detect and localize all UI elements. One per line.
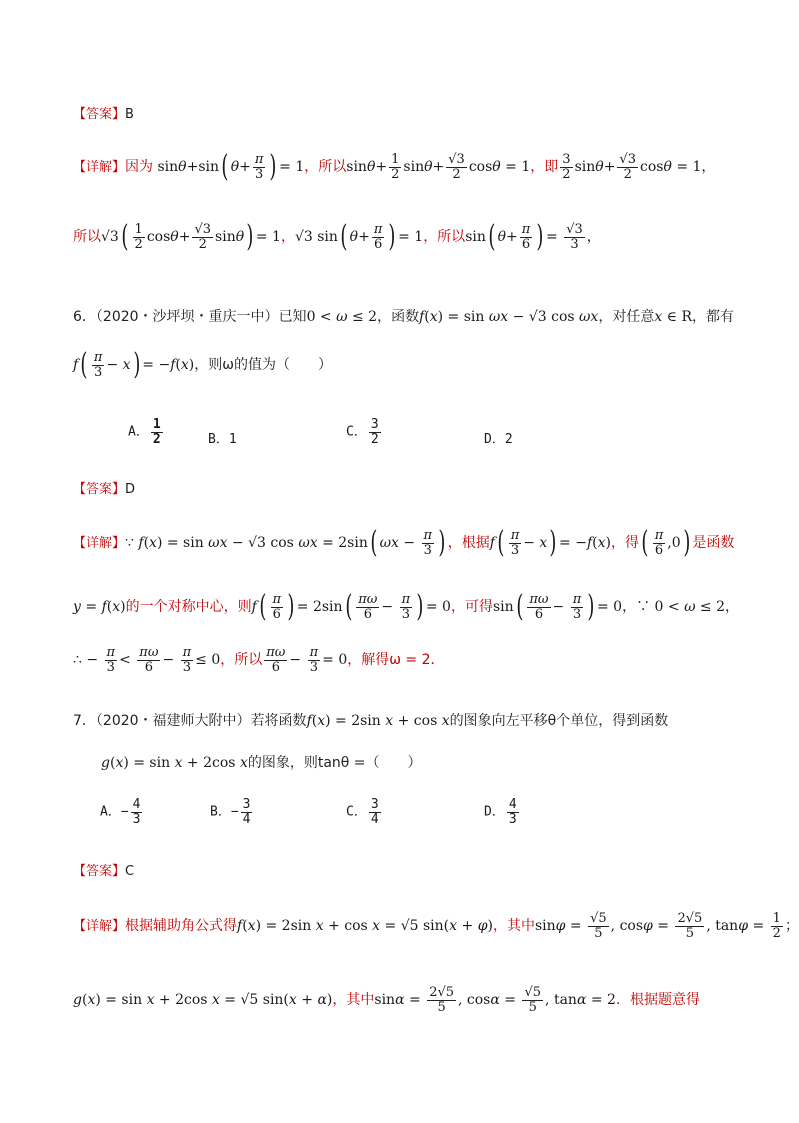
formula: f(x) = 2sin x + cos x = √5 sin(x + φ): [237, 918, 493, 935]
formula: ∴ − $\frac{\pi}{3}$ < $\frac{\pi\omega}{6}$ − $\frac{\pi}{3}$ ≤ 0: [73, 645, 221, 675]
q6-detail-line1: [73, 525, 735, 560]
formula: √3( $\frac{1}{2}$ cosθ+ $\frac{√3}{2}$ sinθ) = 1: [101, 219, 281, 254]
formula: g(x) = sin x + 2cos x = √5 sin(x + α): [73, 992, 333, 1009]
question-text: 的图象向左平移θ个单位，得到函数: [449, 713, 669, 729]
option-denominator: 4: [242, 811, 251, 827]
question-text: 的图象，则tanθ =（ ）: [247, 755, 422, 771]
option-sign: −: [120, 804, 129, 820]
formula: sinθ+ $\frac{1}{2}$ sinθ+ $\frac{√3}{2}$ cosθ = 1: [346, 151, 531, 182]
option-value: 2: [504, 432, 513, 447]
formula: ( $\frac{\pi}{6}$ ,0): [641, 525, 690, 560]
question-number: 7．: [73, 713, 96, 729]
detail-text: ，根据: [447, 535, 490, 551]
q6-detail-line3: [73, 646, 445, 674]
option-numerator: 4: [132, 797, 141, 812]
formula: x ∈ R: [654, 309, 693, 325]
detail-text: ，所以: [220, 652, 263, 669]
formula: sin( $\frac{\pi\omega}{6}$ − $\frac{\pi}{3}$ ) = 0，∵ 0 < ω ≤ 2，: [492, 589, 740, 624]
formula: sinφ = $\frac{√5}{5}$ , cosφ = $\frac{2√5}{5}$ , tanφ = $\frac{1}{2}$ ；: [534, 911, 799, 941]
formula: $\frac{\pi\omega}{6}$ − $\frac{\pi}{3}$ = 0: [266, 645, 348, 675]
q6-option-d[interactable]: [484, 428, 513, 447]
option-denominator: 2: [152, 431, 161, 447]
option-letter: A．: [128, 424, 149, 440]
detail-text: 所以: [73, 229, 101, 245]
formula: sin( θ+ $\frac{\pi}{6}$ ) = $\frac{√3}{3}$ ，: [465, 219, 601, 254]
formula: sinθ+sin( θ+ $\frac{\pi}{3}$ ) = 1: [157, 149, 305, 184]
detail-text: ，: [280, 229, 295, 245]
detail-text: ，所以: [304, 159, 347, 175]
option-letter: C．: [346, 804, 367, 820]
option-numerator: 3: [242, 797, 251, 812]
answer-value: C: [125, 864, 135, 879]
formula: g(x) = sin x + 2cos x: [101, 755, 248, 771]
formula: √3 sin( θ+ $\frac{\pi}{6}$ ) = 1: [294, 219, 424, 254]
detail-text: 是函数: [692, 535, 735, 551]
q7-option-a[interactable]: [100, 798, 144, 826]
answer-label: 【答案】: [73, 482, 126, 497]
formula: y = f(x): [73, 599, 126, 615]
question-text: ，都有: [692, 309, 735, 325]
option-denominator: 2: [370, 431, 379, 447]
q7-option-d[interactable]: [484, 798, 521, 826]
question-source: （2020・福建师大附中）: [95, 713, 251, 729]
q6-detail-line2: [73, 589, 740, 624]
detail-text: ，所以: [423, 229, 466, 245]
question-text: ，则ω的值为（ ）: [194, 357, 332, 373]
question-text: 已知: [278, 309, 307, 325]
detail-text: ，可得: [450, 599, 493, 615]
q6-option-c[interactable]: [346, 418, 383, 446]
option-numerator: 3: [370, 797, 379, 812]
question-text: 若将函数: [250, 713, 307, 729]
q7-option-c[interactable]: [346, 798, 383, 826]
option-denominator: 3: [132, 811, 141, 827]
formula: f(x) = 2sin x + cos x: [306, 713, 450, 729]
detail-text: ，得: [611, 535, 639, 551]
detail-text: ，解得ω = 2．: [347, 652, 445, 669]
question-text: ，对任意: [598, 309, 655, 325]
option-letter: C．: [346, 424, 367, 440]
formula: ∵ f(x) = sin ωx − √3 cos ωx = 2sin( ωx − $\frac{\pi}{3}$ ): [125, 525, 446, 560]
q6-option-b[interactable]: [208, 428, 237, 447]
q7-stem-line1: [73, 710, 668, 730]
question-number: 6．: [73, 309, 96, 325]
option-numerator: 1: [152, 417, 161, 432]
option-letter: D．: [484, 804, 505, 820]
q7-detail-line1: [73, 912, 799, 940]
formula: $\frac{3}{2}$ sinθ+ $\frac{√3}{2}$ cosθ = 1，: [562, 151, 716, 182]
option-value: 1: [228, 432, 237, 447]
option-letter: D．: [484, 432, 505, 447]
option-letter: B．: [208, 432, 229, 447]
option-denominator: 3: [508, 811, 517, 827]
q6-stem-line1: [73, 306, 734, 326]
answer-value: D: [125, 482, 136, 497]
option-letter: A．: [100, 804, 121, 820]
formula: f(x) = sin ωx − √3 cos ωx: [419, 309, 599, 325]
answer-value: B: [125, 107, 134, 122]
answer-label: 【答案】: [73, 864, 126, 879]
formula: sinα = $\frac{2√5}{5}$ , cosα = $\frac{√5}{5}$ , tanα = 2: [374, 985, 616, 1015]
option-denominator: 4: [370, 811, 379, 827]
option-numerator: 4: [508, 797, 517, 812]
detail-text: 因为: [125, 159, 154, 175]
detail-label: 【详解】: [73, 536, 126, 551]
detail-label: 【详解】: [73, 160, 126, 175]
q5-answer: [73, 103, 134, 122]
formula: f( $\frac{\pi}{6}$ ) = 2sin( $\frac{\pi\omega}{6}$ − $\frac{\pi}{3}$ ) = 0: [251, 589, 451, 624]
q7-stem-line2: [101, 752, 422, 772]
q7-answer: [73, 860, 134, 879]
formula: 0 < ω ≤ 2: [306, 309, 378, 325]
detail-text: 的一个对称中心，则: [125, 599, 252, 615]
q5-detail-line2: [73, 219, 601, 254]
q6-answer: [73, 478, 135, 497]
detail-text: ，其中: [332, 992, 375, 1009]
q7-option-b[interactable]: [210, 798, 254, 826]
q6-stem-line2: [73, 347, 332, 382]
question-source: （2020・沙坪坝・重庆一中）: [95, 309, 279, 325]
question-text: ，函数: [377, 309, 420, 325]
detail-label: 【详解】: [73, 919, 126, 935]
q5-detail-line1: [73, 149, 716, 184]
formula: f( $\frac{\pi}{3}$ − x) = −f(x): [73, 347, 195, 382]
detail-text: ．根据题意得: [615, 992, 700, 1009]
detail-text: ，其中: [492, 918, 535, 935]
q7-detail-line2: [73, 986, 700, 1014]
option-sign: −: [230, 804, 239, 820]
detail-text: 根据辅助角公式得: [125, 918, 238, 935]
answer-label: 【答案】: [73, 107, 126, 122]
option-letter: B．: [210, 804, 231, 820]
option-numerator: 3: [370, 417, 379, 432]
formula: f( $\frac{\pi}{3}$ − x) = −f(x): [489, 525, 611, 560]
detail-text: ，即: [530, 159, 559, 175]
q6-option-a[interactable]: [128, 418, 165, 446]
